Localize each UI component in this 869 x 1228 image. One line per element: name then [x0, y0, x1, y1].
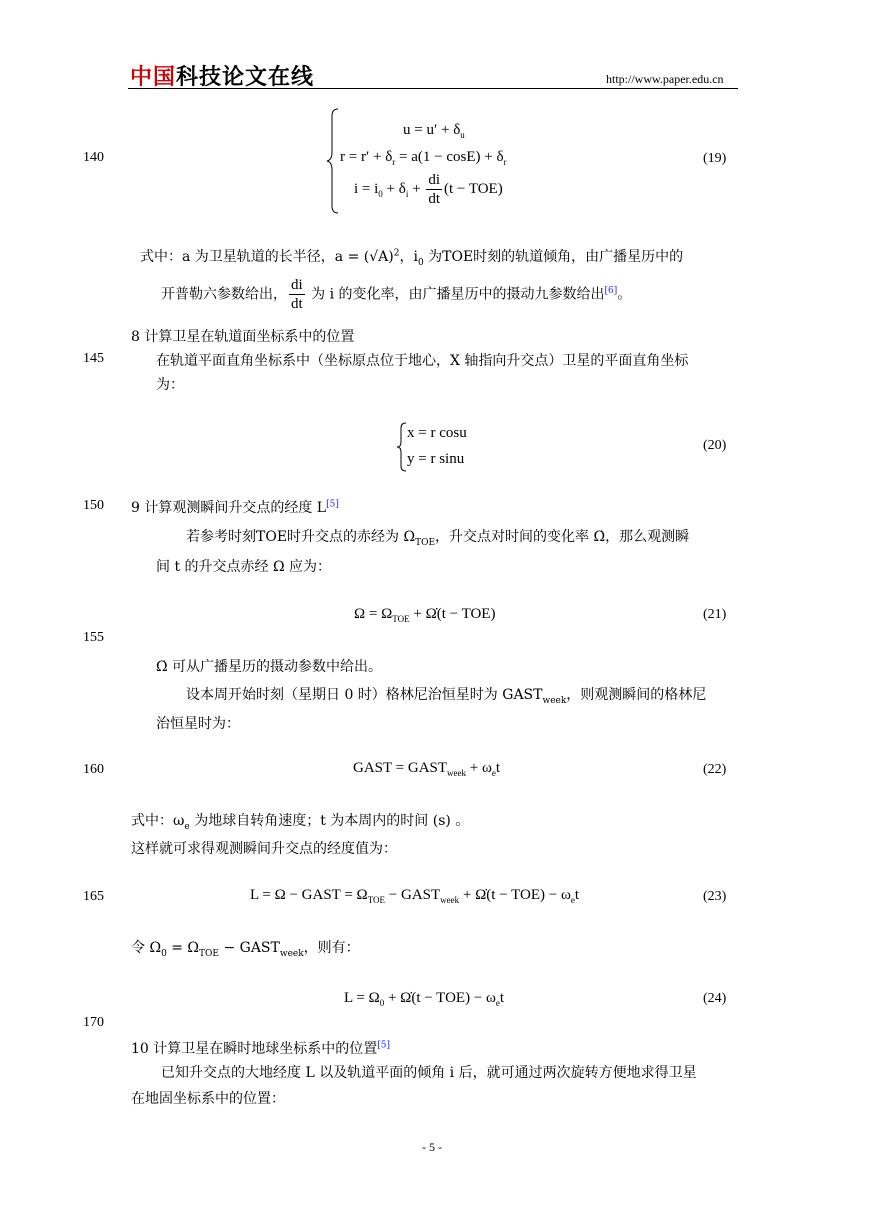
line-number: 140	[83, 150, 104, 165]
paragraph-text: 若参考时刻TOE时升交点的赤经为 $\Omega_{TOE}$，升交点对时间的变化率 Ω̇，那么观测瞬	[186, 529, 690, 548]
left-brace	[326, 108, 340, 214]
equation-number: (21)	[703, 607, 727, 622]
paragraph-text: 间 t 的升交点赤经 Ω 应为：	[156, 559, 332, 575]
citation-link[interactable]: [6]	[604, 285, 618, 296]
paragraph-text: 式中：a 为卫星轨道的长半径，$a = (√A)^2$，$i_0$ 为TOE时刻的轨道倾角，由广播星历中的	[140, 248, 684, 268]
paragraph-text: Ω̇ 可从广播星历的摄动参数中给出。	[156, 659, 383, 675]
equation-number: (24)	[703, 991, 727, 1006]
paragraph-text: 这样就可求得观测瞬间升交点的经度值为：	[131, 841, 397, 857]
equation-number: (22)	[703, 762, 727, 777]
line-number: 160	[83, 762, 104, 777]
logo-black-text: 科技论文在线	[176, 65, 315, 90]
equation-number: (23)	[703, 889, 727, 904]
di-dt-fraction: $\frac{di}{dt}$	[428, 172, 440, 207]
paragraph-text: 开普勒六参数给出， $\frac{di}{dt}$ 为 i 的变化率，由广播星历中的摄动九参数给出[6]。	[161, 277, 632, 312]
eq19-row2: $r = r' + \delta_r = a(1 - \cos E) + \delta_r$	[340, 149, 507, 167]
paragraph-text: 治恒星时为：	[156, 716, 240, 732]
equation-24: $L = \Omega_0$ + Ω̇(t − $TOE) - \omega_et$	[344, 990, 505, 1008]
section-heading: 9 计算观测瞬间升交点的经度 L[5]	[131, 499, 339, 516]
equation-23: L = Ω − GAST = $\Omega_{TOE}$ − $GAST_{week}$ + Ω̇(t − $TOE) - \omega_et$	[250, 887, 580, 905]
eq19-row1: $u = u' + \delta_u$	[403, 122, 465, 140]
paragraph-text: 在轨道平面直角坐标系中（坐标原点位于地心，X 轴指向升交点）卫星的平面直角坐标	[156, 353, 689, 369]
paragraph-text: 已知升交点的大地经度 L 以及轨道平面的倾角 i 后，就可通过两次旋转方便地求得卫星	[161, 1065, 697, 1081]
paragraph-text: 在地固坐标系中的位置：	[131, 1091, 285, 1107]
eq20-row2: y = r sinu	[407, 451, 465, 467]
line-number: 165	[83, 889, 104, 904]
equation-21: $\Omega = \Omega_{TOE}$ + Ω̇(t − TOE)	[354, 606, 496, 624]
eq19-row3: $i = i_0 + \delta_i$ + $\frac{di}{dt}$ (t − TOE)	[354, 172, 503, 207]
site-logo	[130, 60, 314, 91]
di-dt-fraction: $\frac{di}{dt}$	[291, 277, 303, 312]
header-url[interactable]: http://www.paper.edu.cn	[606, 72, 724, 86]
logo-red-text: 中国	[130, 65, 177, 90]
citation-link[interactable]: [5]	[326, 499, 339, 510]
section-heading: 10 计算卫星在瞬时地球坐标系中的位置[5]	[131, 1040, 391, 1057]
equation-number: (20)	[703, 438, 727, 453]
line-number: 155	[83, 630, 104, 645]
section-heading: 8 计算卫星在轨道面坐标系中的位置	[131, 329, 355, 345]
paragraph-text: 设本周开始时刻（星期日 0 时）格林尼治恒星时为 $GAST_{week}$，则观测瞬间的格林尼	[186, 687, 707, 706]
equation-number: (19)	[703, 151, 727, 166]
line-number: 150	[83, 498, 104, 513]
line-number: 170	[83, 1015, 104, 1030]
equation-22: GAST = $GAST_{week} + \omega_et$	[353, 760, 501, 778]
citation-link[interactable]: [5]	[377, 1040, 391, 1051]
paragraph-text: 令 $\Omega_0 = \Omega_{TOE}$ − $GAST_{week}$，则有：	[131, 940, 360, 959]
header-rule	[128, 88, 738, 89]
line-number: 145	[83, 351, 104, 366]
paragraph-text: 式中：$\omega_e$ 为地球自转角速度；t 为本周内的时间 (s) 。	[131, 813, 470, 832]
paragraph-text: 为：	[156, 377, 184, 393]
eq20-row1: x = r cosu	[407, 425, 467, 441]
page-number: - 5 -	[422, 1140, 442, 1154]
